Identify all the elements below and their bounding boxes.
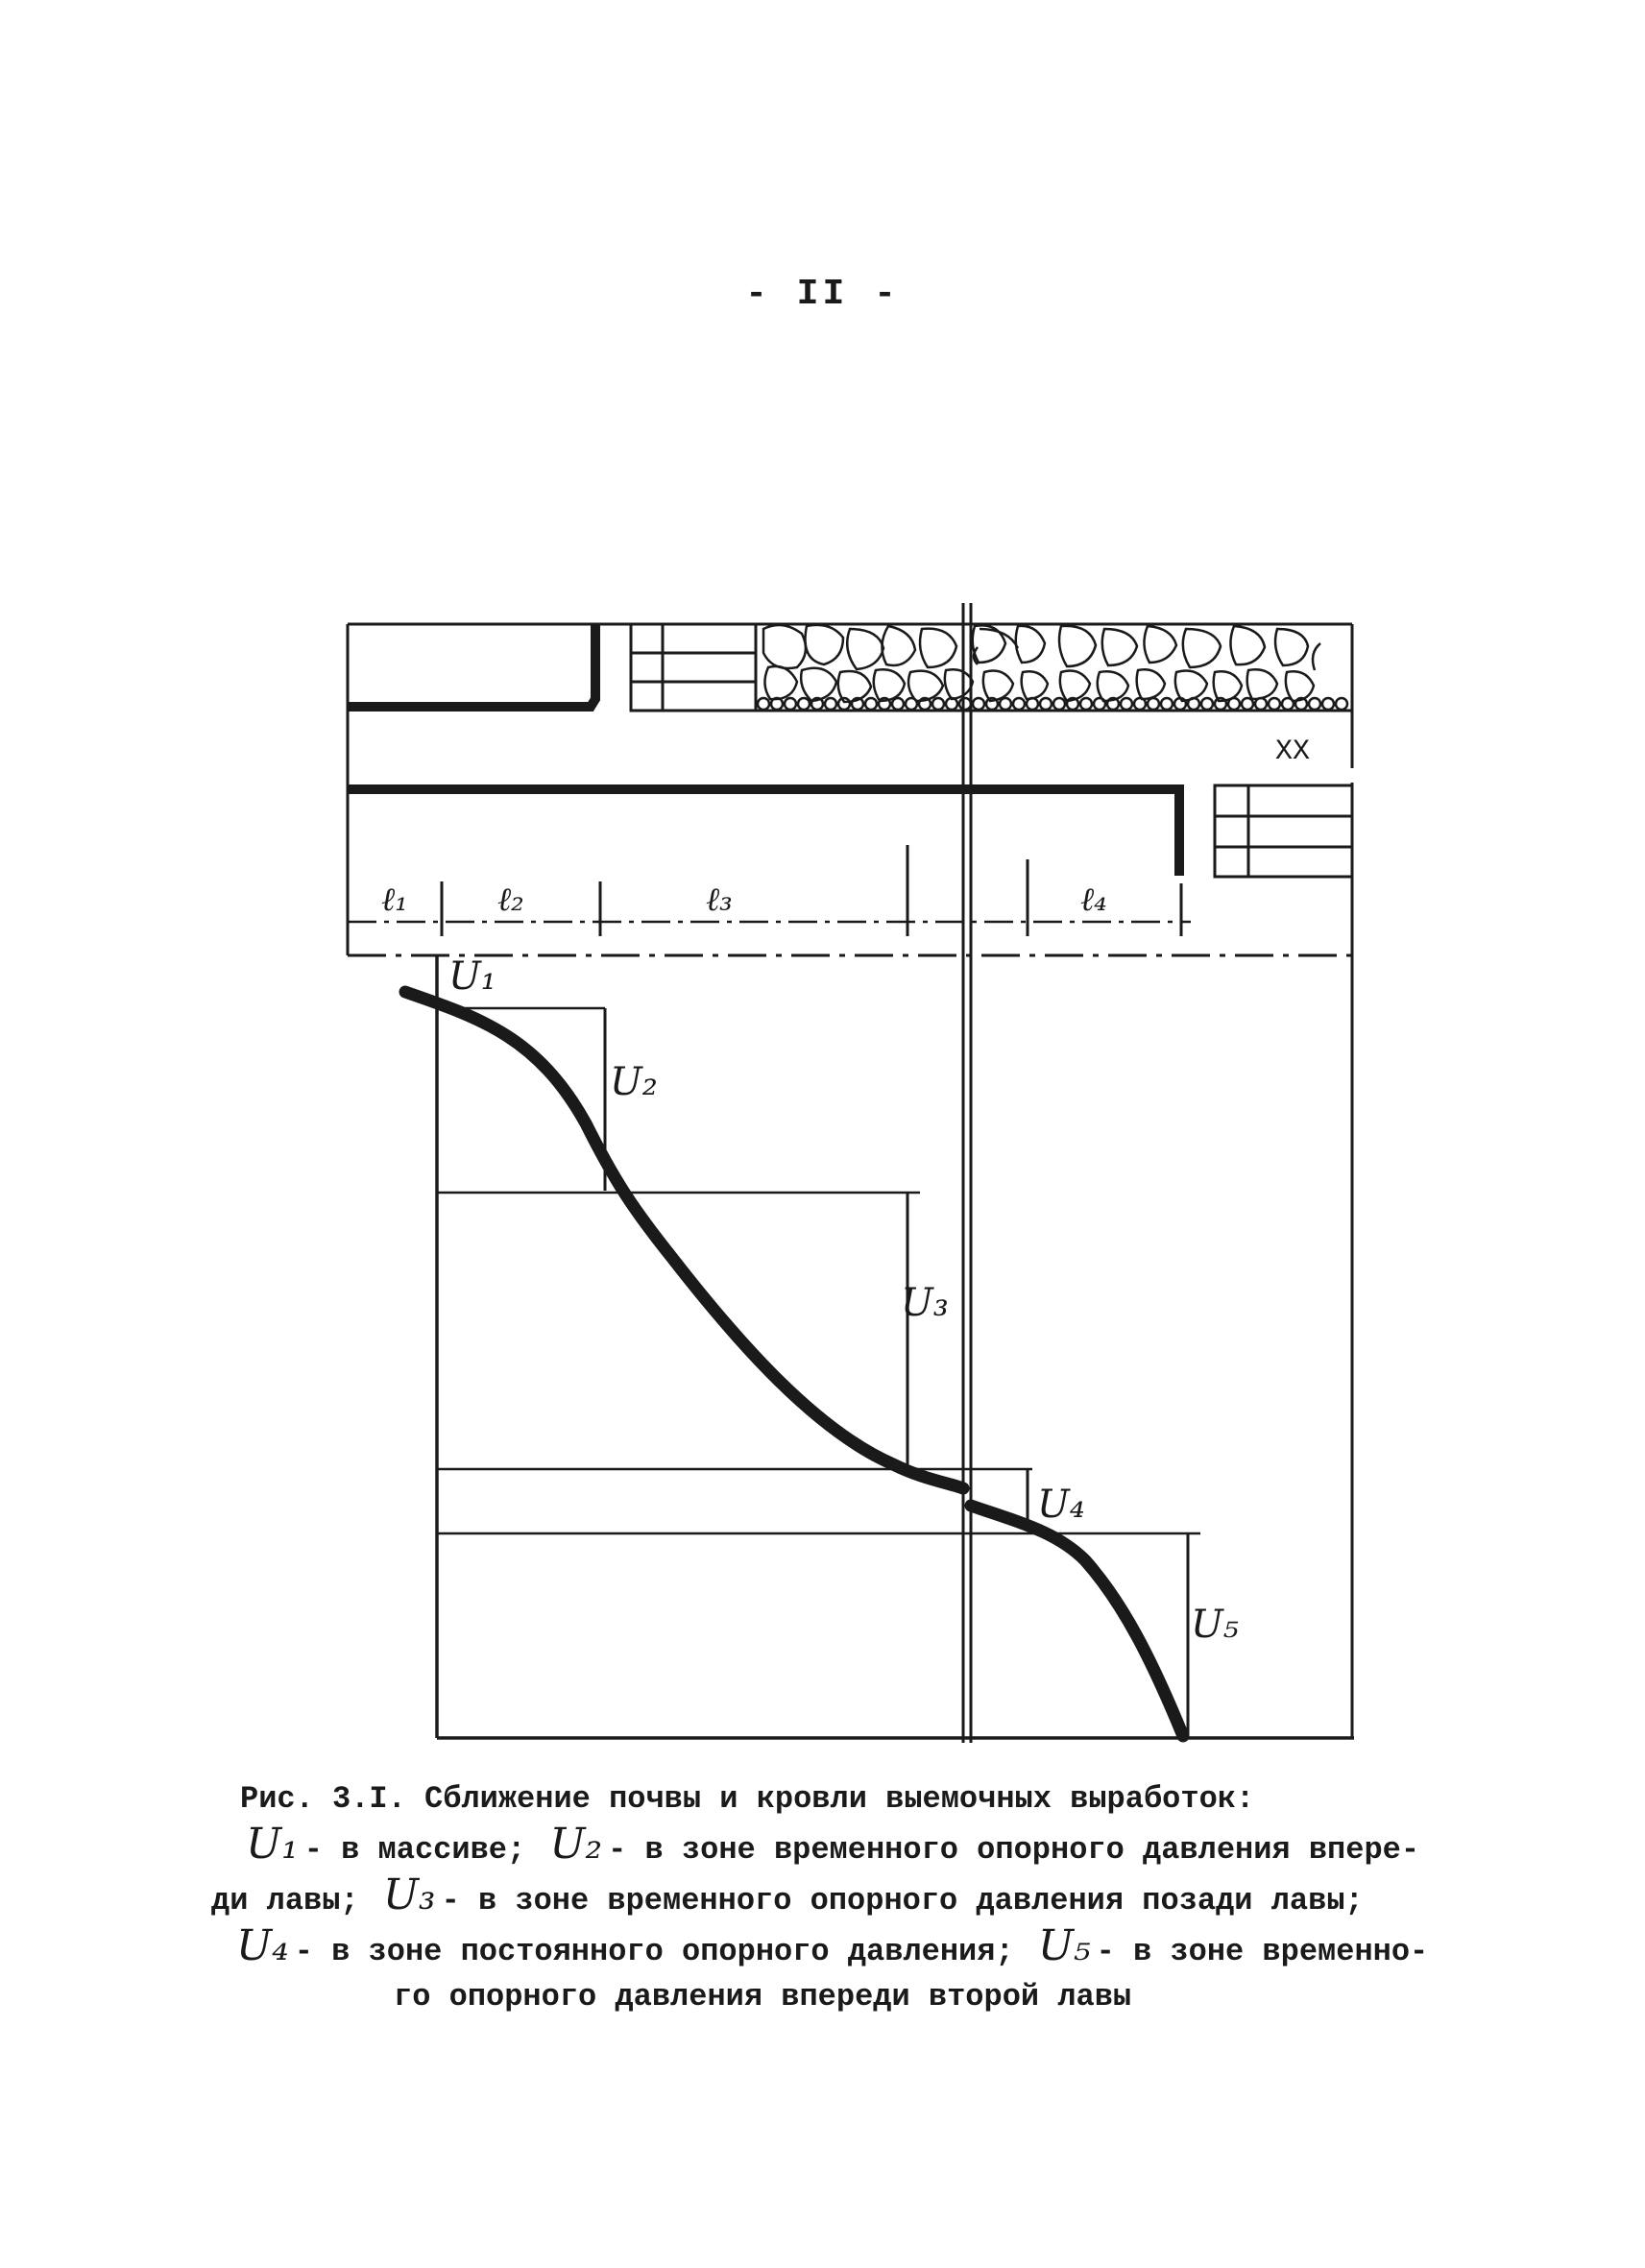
caption-u3-label: U₃ xyxy=(382,1870,436,1919)
caption-u4-label: U₄ xyxy=(236,1921,289,1970)
caved-rock-goaf xyxy=(763,625,1320,702)
pillar-block-lower xyxy=(348,789,1179,876)
caption-u4-text: - в зоне постоянного опорного давления; xyxy=(294,1934,1014,1969)
segment-label-l4: ℓ₄ xyxy=(1080,881,1107,919)
marker-xx: XX xyxy=(1275,736,1311,768)
segment-label-l3: ℓ₃ xyxy=(706,881,733,919)
caption-u5-text: - в зоне временно- xyxy=(1096,1934,1429,1969)
caption-title: Рис. 3.I. Сближение почвы и кровли выемочных выработок: xyxy=(240,1781,1255,1817)
u-dimension-arrows xyxy=(605,1008,1188,1736)
caption-u1-text: - в массиве; xyxy=(303,1832,526,1868)
convergence-curve-right xyxy=(971,1506,1183,1736)
caption-line-3 xyxy=(211,1872,1421,1923)
displacement-label-u2: U₂ xyxy=(610,1060,658,1104)
support-chocks-upper xyxy=(631,624,756,711)
figure-caption xyxy=(211,1776,1429,2019)
caption-u2-label: U₂ xyxy=(549,1820,603,1869)
caption-u2-text: - в зоне временного опорного давления впере- xyxy=(608,1832,1420,1868)
convergence-curve-left xyxy=(405,992,963,1488)
pillar-block-left xyxy=(348,624,595,707)
displacement-label-u3: U₃ xyxy=(901,1281,949,1325)
displacement-label-u1: U₁ xyxy=(448,954,496,999)
segment-label-l1: ℓ₁ xyxy=(381,881,408,919)
caption-line-5 xyxy=(240,1974,1421,2019)
support-chocks-lower xyxy=(1215,785,1352,877)
caption-line-4 xyxy=(230,1921,1429,1974)
caption-u1-label: U₁ xyxy=(246,1820,299,1869)
displacement-label-u4: U₄ xyxy=(1037,1483,1085,1527)
segment-label-l2: ℓ₂ xyxy=(497,881,524,919)
caption-line-1 xyxy=(240,1776,1421,1822)
caption-line-2 xyxy=(240,1822,1421,1872)
caption-u5-label: U₅ xyxy=(1037,1921,1091,1970)
level-lines xyxy=(437,1008,1200,1533)
caption-u3-text: - в зоне временного опорного давления позади лавы; xyxy=(441,1883,1364,1918)
page-number: - II - xyxy=(745,274,900,315)
caption-line3-start: ди лавы; xyxy=(211,1883,359,1918)
caption-line5-text: го опорного давления впереди второй лавы xyxy=(394,1979,1132,2015)
displacement-label-u5: U₅ xyxy=(1191,1603,1239,1647)
